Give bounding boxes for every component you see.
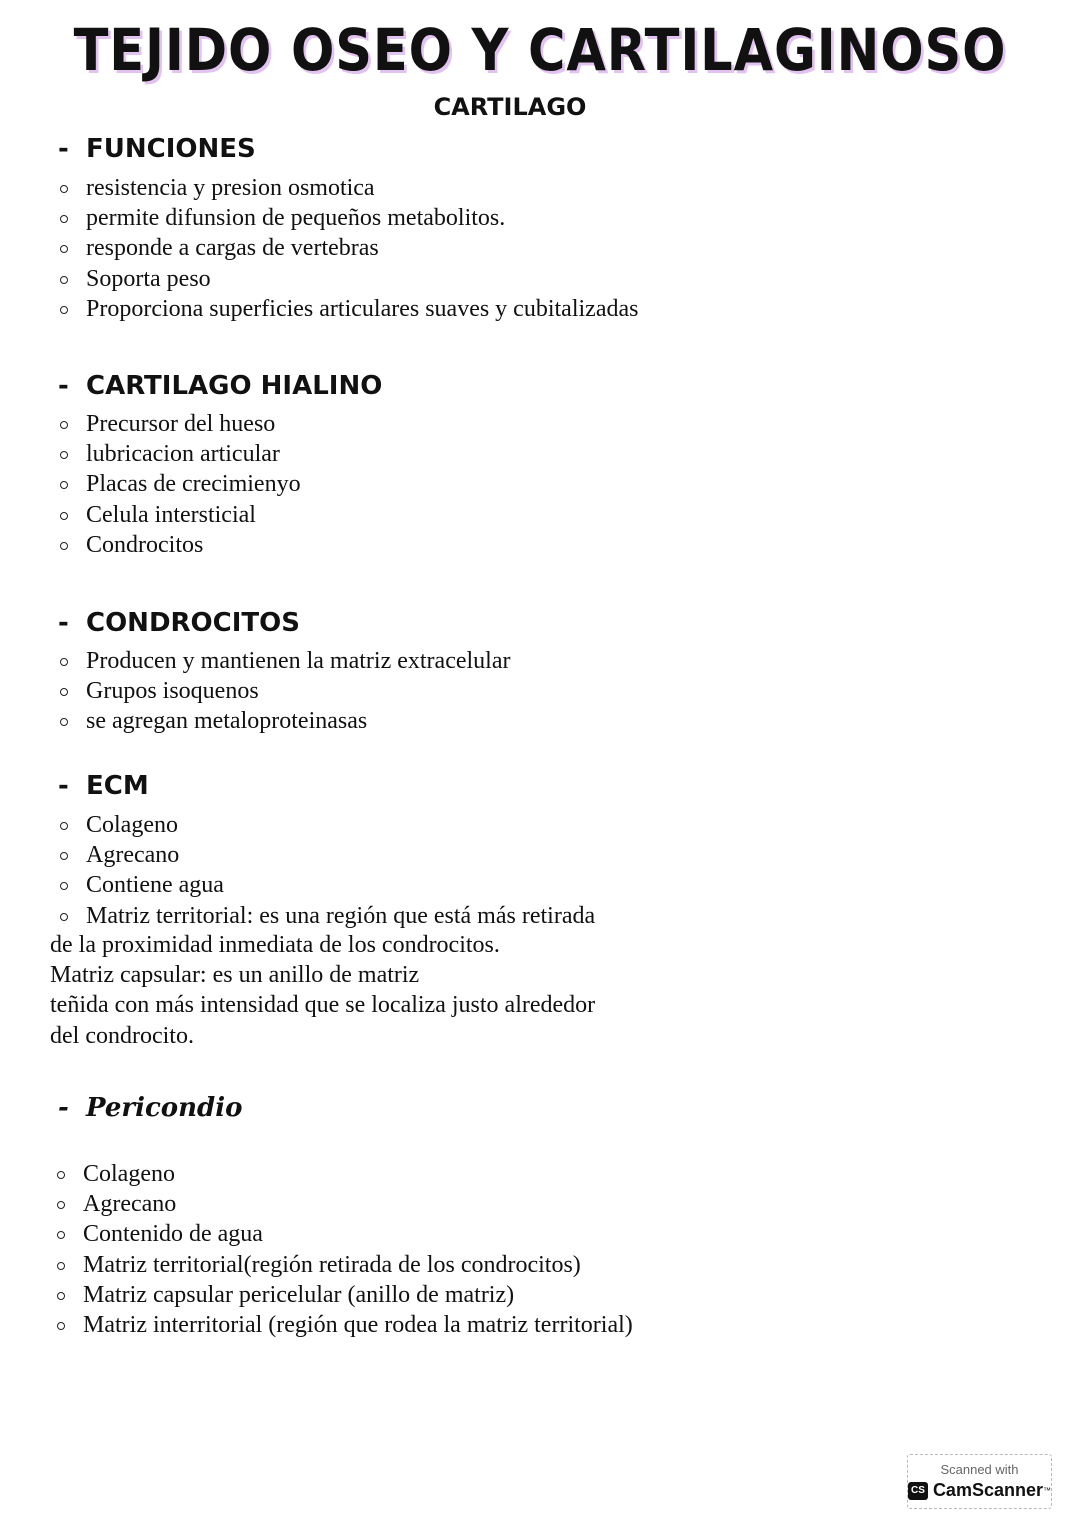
ecm-list [60, 810, 595, 931]
section-heading-funciones [58, 132, 256, 166]
list-item: Grupos isoquenos [60, 676, 510, 706]
paragraph-line: de la proximidad inmediata de los condrocitos. [50, 932, 500, 958]
list-item: Agrecano [60, 840, 595, 870]
list-item: Colageno [57, 1159, 633, 1189]
trademark-mark: ™ [1043, 1486, 1051, 1495]
camscanner-watermark [907, 1454, 1052, 1509]
heading-dash: - [58, 371, 69, 401]
heading-text: Pericondio [86, 1093, 243, 1123]
heading-text: CONDROCITOS [86, 608, 300, 638]
heading-text: CARTILAGO HIALINO [86, 371, 383, 401]
list-item: resistencia y presion osmotica [60, 173, 638, 203]
funciones-list [60, 173, 638, 324]
list-item: Precursor del hueso [60, 409, 301, 439]
list-item: Contiene agua [60, 870, 595, 900]
section-heading-ecm [58, 769, 149, 803]
list-item: Condrocitos [60, 530, 301, 560]
list-item: Matriz territorial(región retirada de los condrocitos) [57, 1250, 633, 1280]
list-item: Matriz interritorial (región que rodea la matriz territorial) [57, 1310, 633, 1340]
list-item: Matriz territorial: es una región que está más retirada [60, 901, 595, 931]
list-item: Celula intersticial [60, 500, 301, 530]
cartilago-hialino-list [60, 409, 301, 560]
list-item: lubricacion articular [60, 439, 301, 469]
list-item: Soporta peso [60, 264, 638, 294]
list-item: Agrecano [57, 1189, 633, 1219]
list-item: Colageno [60, 810, 595, 840]
list-item: Placas de crecimienyo [60, 469, 301, 499]
list-item: Matriz capsular pericelular (anillo de matriz) [57, 1280, 633, 1310]
heading-dash: - [58, 608, 69, 638]
pericondio-list [57, 1159, 633, 1340]
ecm-paragraph [50, 930, 595, 1051]
paragraph-line: Matriz capsular: es un anillo de matriz [50, 962, 420, 989]
watermark-brand [908, 1480, 1051, 1501]
list-item: responde a cargas de vertebras [60, 233, 638, 263]
list-item: Proporciona superficies articulares suaves y cubitalizadas [60, 294, 638, 324]
condrocitos-list [60, 646, 510, 737]
section-heading-pericondio [58, 1091, 242, 1125]
heading-dash: - [58, 134, 69, 164]
watermark-caption: Scanned with [940, 1462, 1019, 1477]
page-title: TEJIDO OSEO Y CARTILAGINOSO [73, 16, 1007, 84]
page-subtitle: CARTILAGO [433, 93, 587, 121]
section-heading-cartilago-hialino [58, 369, 382, 403]
heading-dash: - [58, 771, 69, 801]
watermark-brand-name: CamScanner [932, 1480, 1043, 1500]
list-item: se agregan metaloproteinasas [60, 706, 510, 736]
section-heading-condrocitos [58, 606, 300, 640]
list-item: Producen y mantienen la matriz extracelular [60, 646, 510, 676]
list-item: Contenido de agua [57, 1219, 633, 1249]
list-item: permite difunsion de pequeños metabolitos. [60, 203, 638, 233]
heading-dash: - [58, 1093, 69, 1123]
paragraph-line: teñida con más intensidad que se localiza justo alrededor [50, 992, 596, 1019]
heading-text: ECM [86, 771, 149, 801]
paragraph-line: del condrocito. [50, 1022, 194, 1049]
heading-text: FUNCIONES [86, 134, 256, 164]
camscanner-logo-icon: CS [908, 1482, 928, 1500]
